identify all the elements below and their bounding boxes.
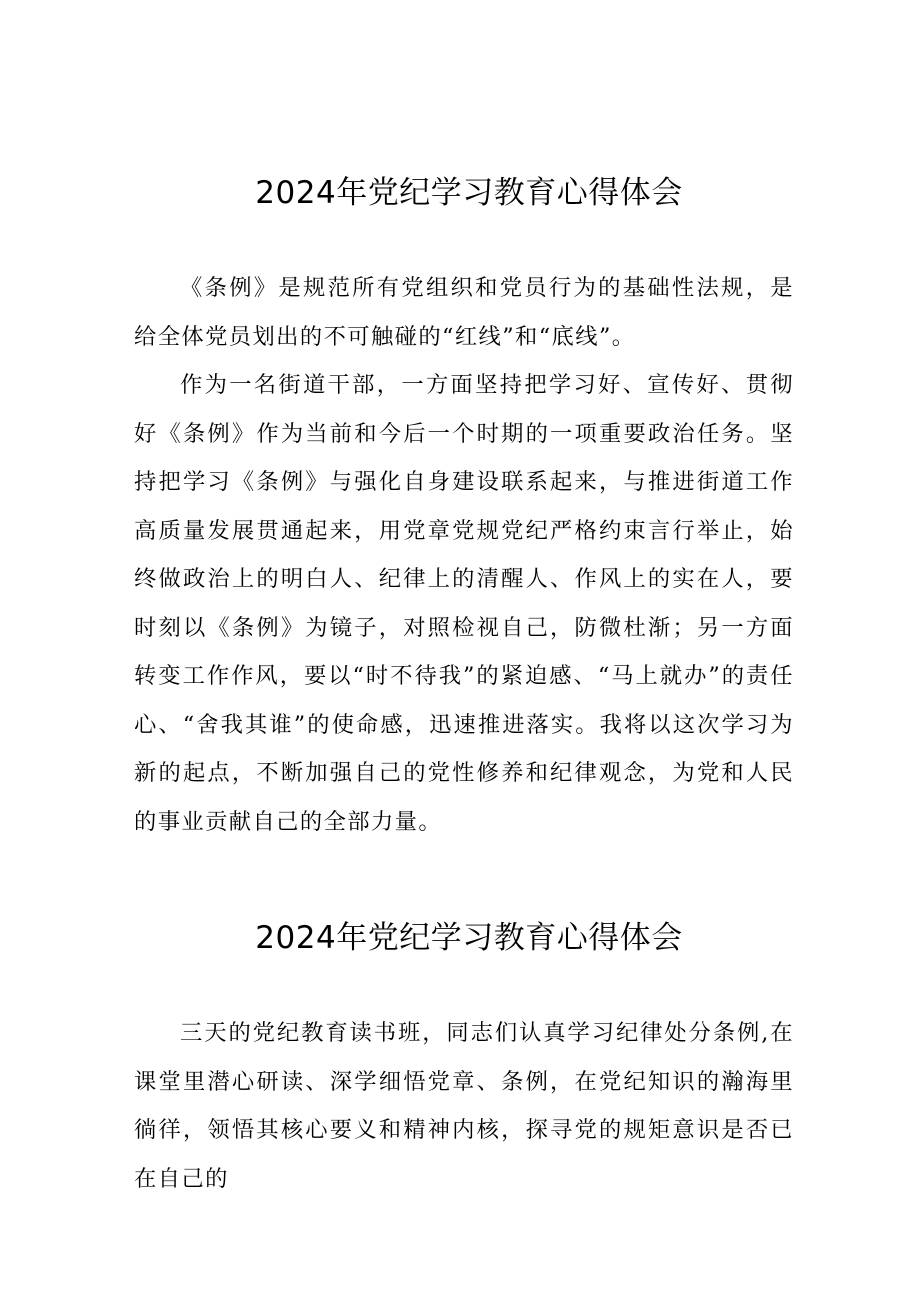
section-2 — [134, 915, 794, 1203]
section-1-title: 2024年党纪学习教育心得体会 — [255, 175, 683, 211]
section-1-paragraph-1: 《条例》是规范所有党组织和党员行为的基础性法规，是给全体党员划出的不可触碰的“红线”和“底线”。 — [134, 275, 794, 350]
section-2-title: 2024年党纪学习教育心得体会 — [255, 920, 683, 956]
section-1-paragraph-2: 作为一名街道干部，一方面坚持把学习好、宣传好、贯彻好《条例》作为当前和今后一个时期的一项重要政治任务。坚持把学习《条例》与强化自身建设联系起来，与推进街道工作高质量发展贯通起来，用党章党规党纪严格约束言行举止，始终做政治上的明白人、纪律上的清醒人、作风上的实在人，要时刻以《条例》为镜子，对照检视自己，防微杜渐；另一方面转变工作作风，要以“时不待我”的紧迫感、“马上就办”的责任心、“舍我其谁”的使命感，迅速推进落实。我将以这次学习为新的起点，不断加强自己的党性修养和纪律观念，为党和人民的事业贡献自己的全部力量。 — [134, 372, 794, 835]
section-2-paragraph-1: 三天的党纪教育读书班，同志们认真学习纪律处分条例,在课堂里潜心研读、深学细悟党章、条例，在党纪知识的瀚海里徜徉，领悟其核心要义和精神内核，探寻党的规矩意识是否已在自己的 — [134, 1020, 794, 1192]
section-1 — [134, 170, 794, 846]
